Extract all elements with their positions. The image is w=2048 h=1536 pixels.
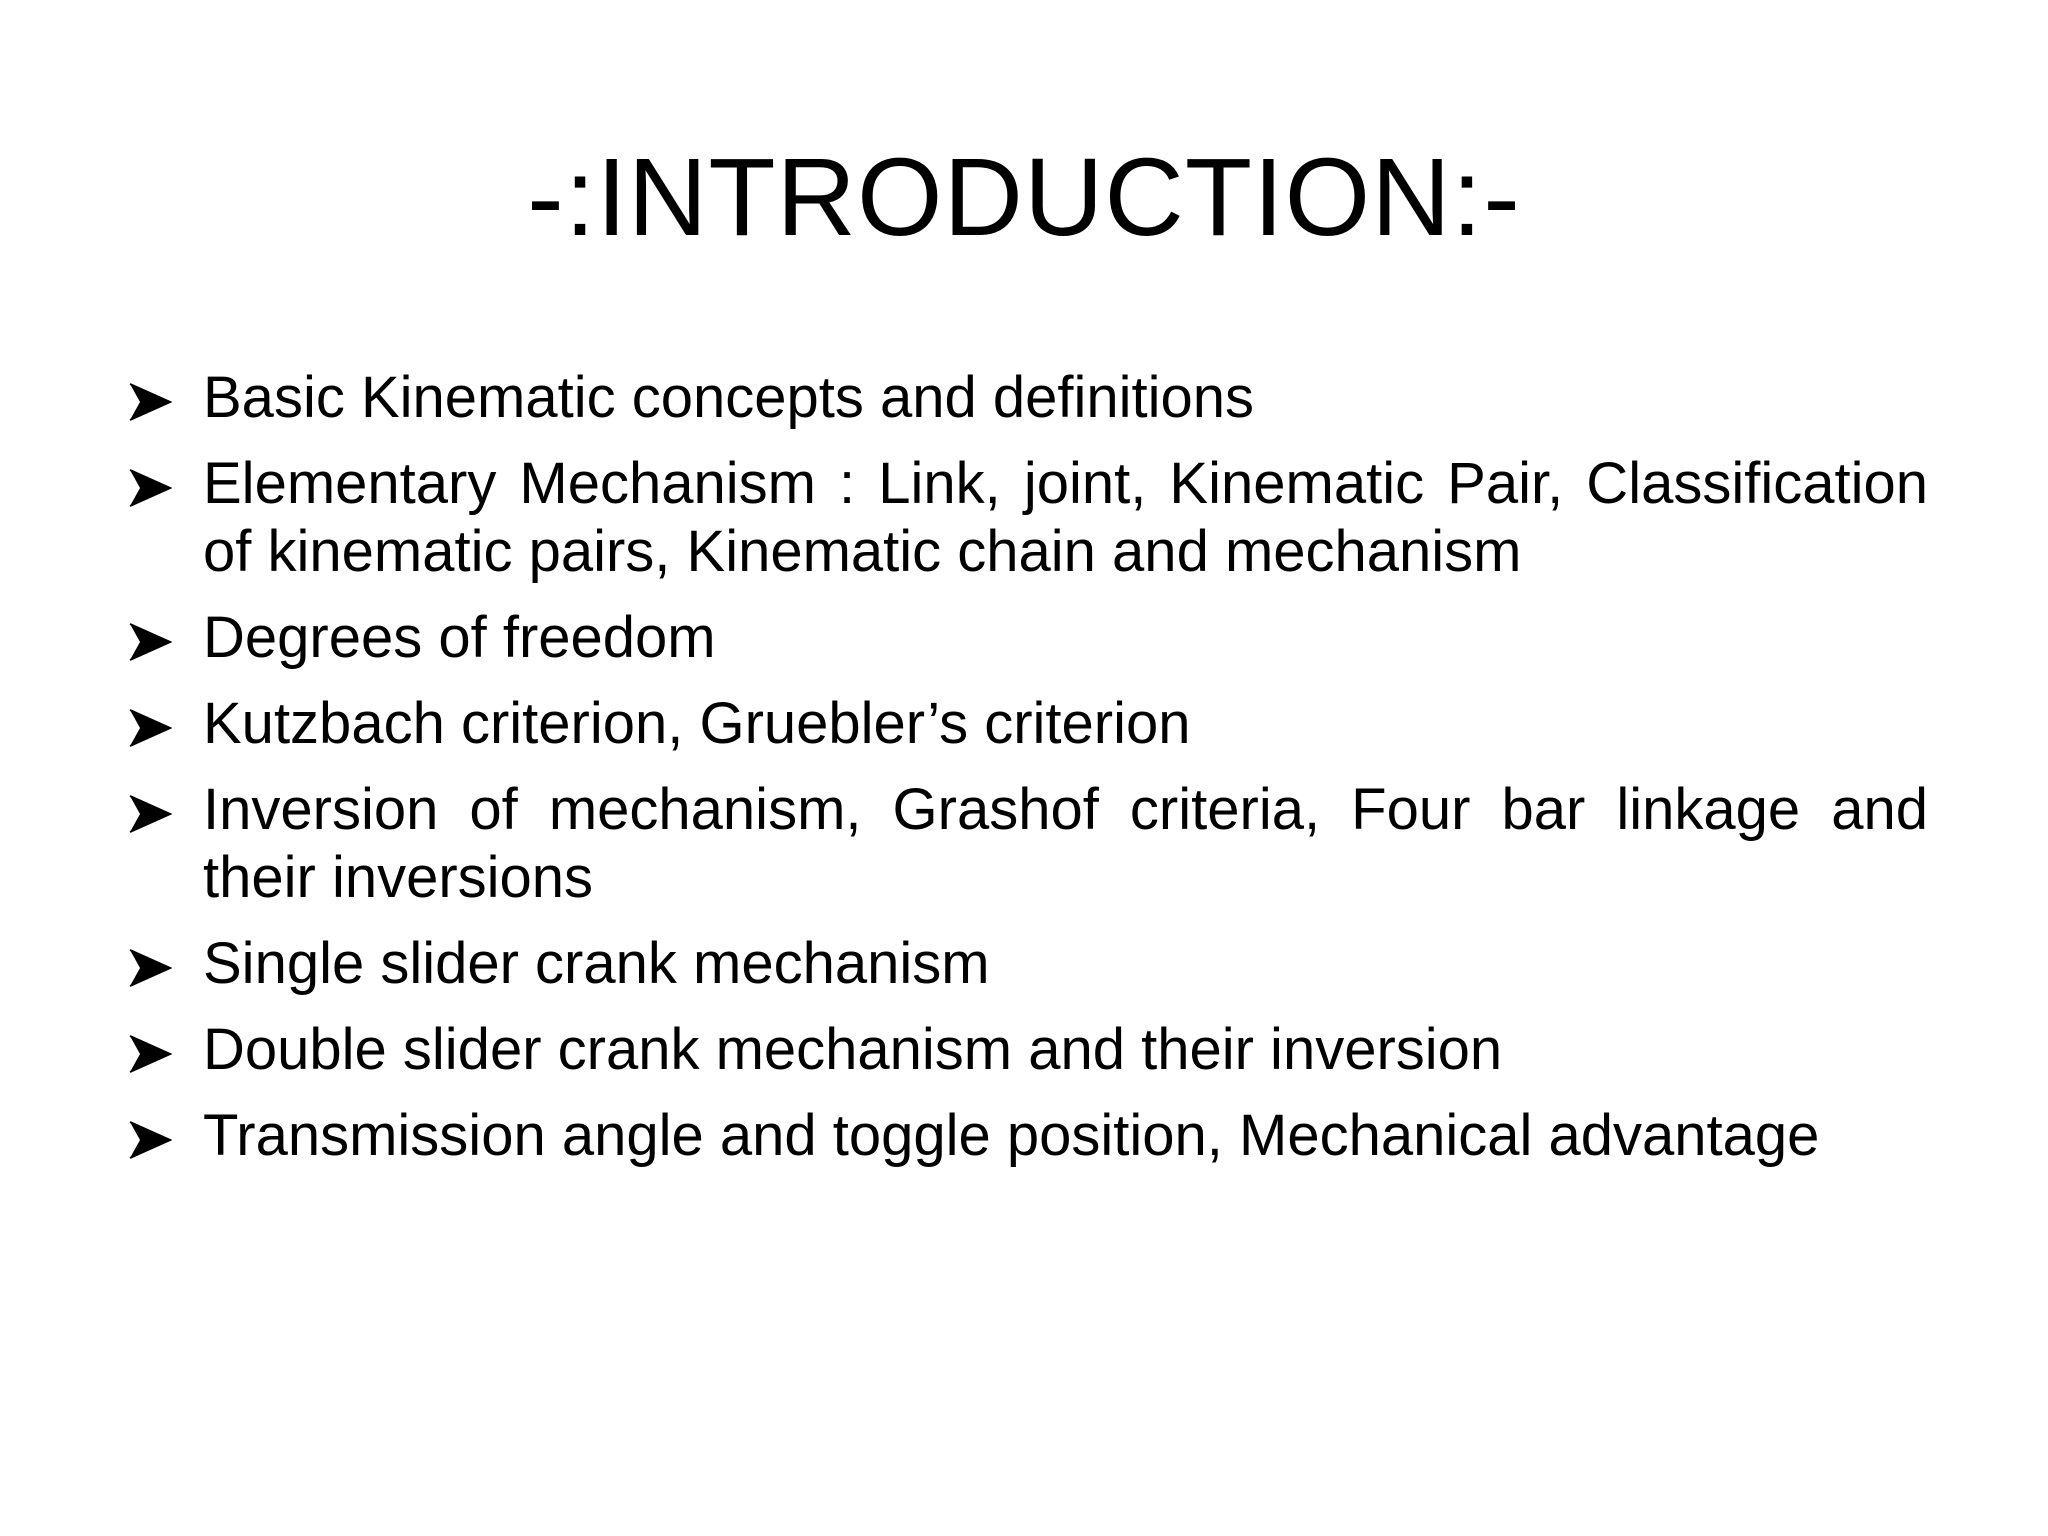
list-item-text: Inversion of mechanism, Grashof criteria, Four bar linkage and their inversions bbox=[203, 777, 1928, 910]
arrowhead-bullet-icon bbox=[128, 466, 172, 510]
list-item-text: Double slider crank mechanism and their inversion bbox=[203, 1017, 1503, 1082]
list-item bbox=[128, 930, 1928, 998]
arrowhead-bullet-icon bbox=[128, 792, 172, 836]
list-item-text: Elementary Mechanism : Link, joint, Kinematic Pair, Classification of kinematic pairs, Kinematic chain and mechanism bbox=[203, 451, 1928, 584]
list-item bbox=[128, 1016, 1928, 1084]
list-item-text: Single slider crank mechanism bbox=[203, 931, 990, 996]
list-item bbox=[128, 450, 1928, 586]
arrowhead-bullet-icon bbox=[128, 620, 172, 664]
arrowhead-bullet-icon bbox=[128, 946, 172, 990]
list-item-text: Kutzbach criterion, Gruebler’s criterion bbox=[203, 691, 1191, 756]
arrowhead-bullet-icon bbox=[128, 706, 172, 750]
list-item-text: Basic Kinematic concepts and definitions bbox=[203, 365, 1255, 430]
list-item-text: Transmission angle and toggle position, Mechanical advantage bbox=[203, 1103, 1820, 1168]
bullet-list bbox=[128, 364, 1928, 1170]
arrowhead-bullet-icon bbox=[128, 380, 172, 424]
arrowhead-bullet-icon bbox=[128, 1032, 172, 1076]
arrowhead-bullet-icon bbox=[128, 1118, 172, 1162]
list-item bbox=[128, 604, 1928, 672]
list-item bbox=[128, 690, 1928, 758]
list-item bbox=[128, 776, 1928, 912]
list-item-text: Degrees of freedom bbox=[203, 605, 716, 670]
list-item bbox=[128, 364, 1928, 432]
list-item bbox=[128, 1102, 1928, 1170]
slide-title: -:INTRODUCTION:- bbox=[527, 136, 1521, 259]
